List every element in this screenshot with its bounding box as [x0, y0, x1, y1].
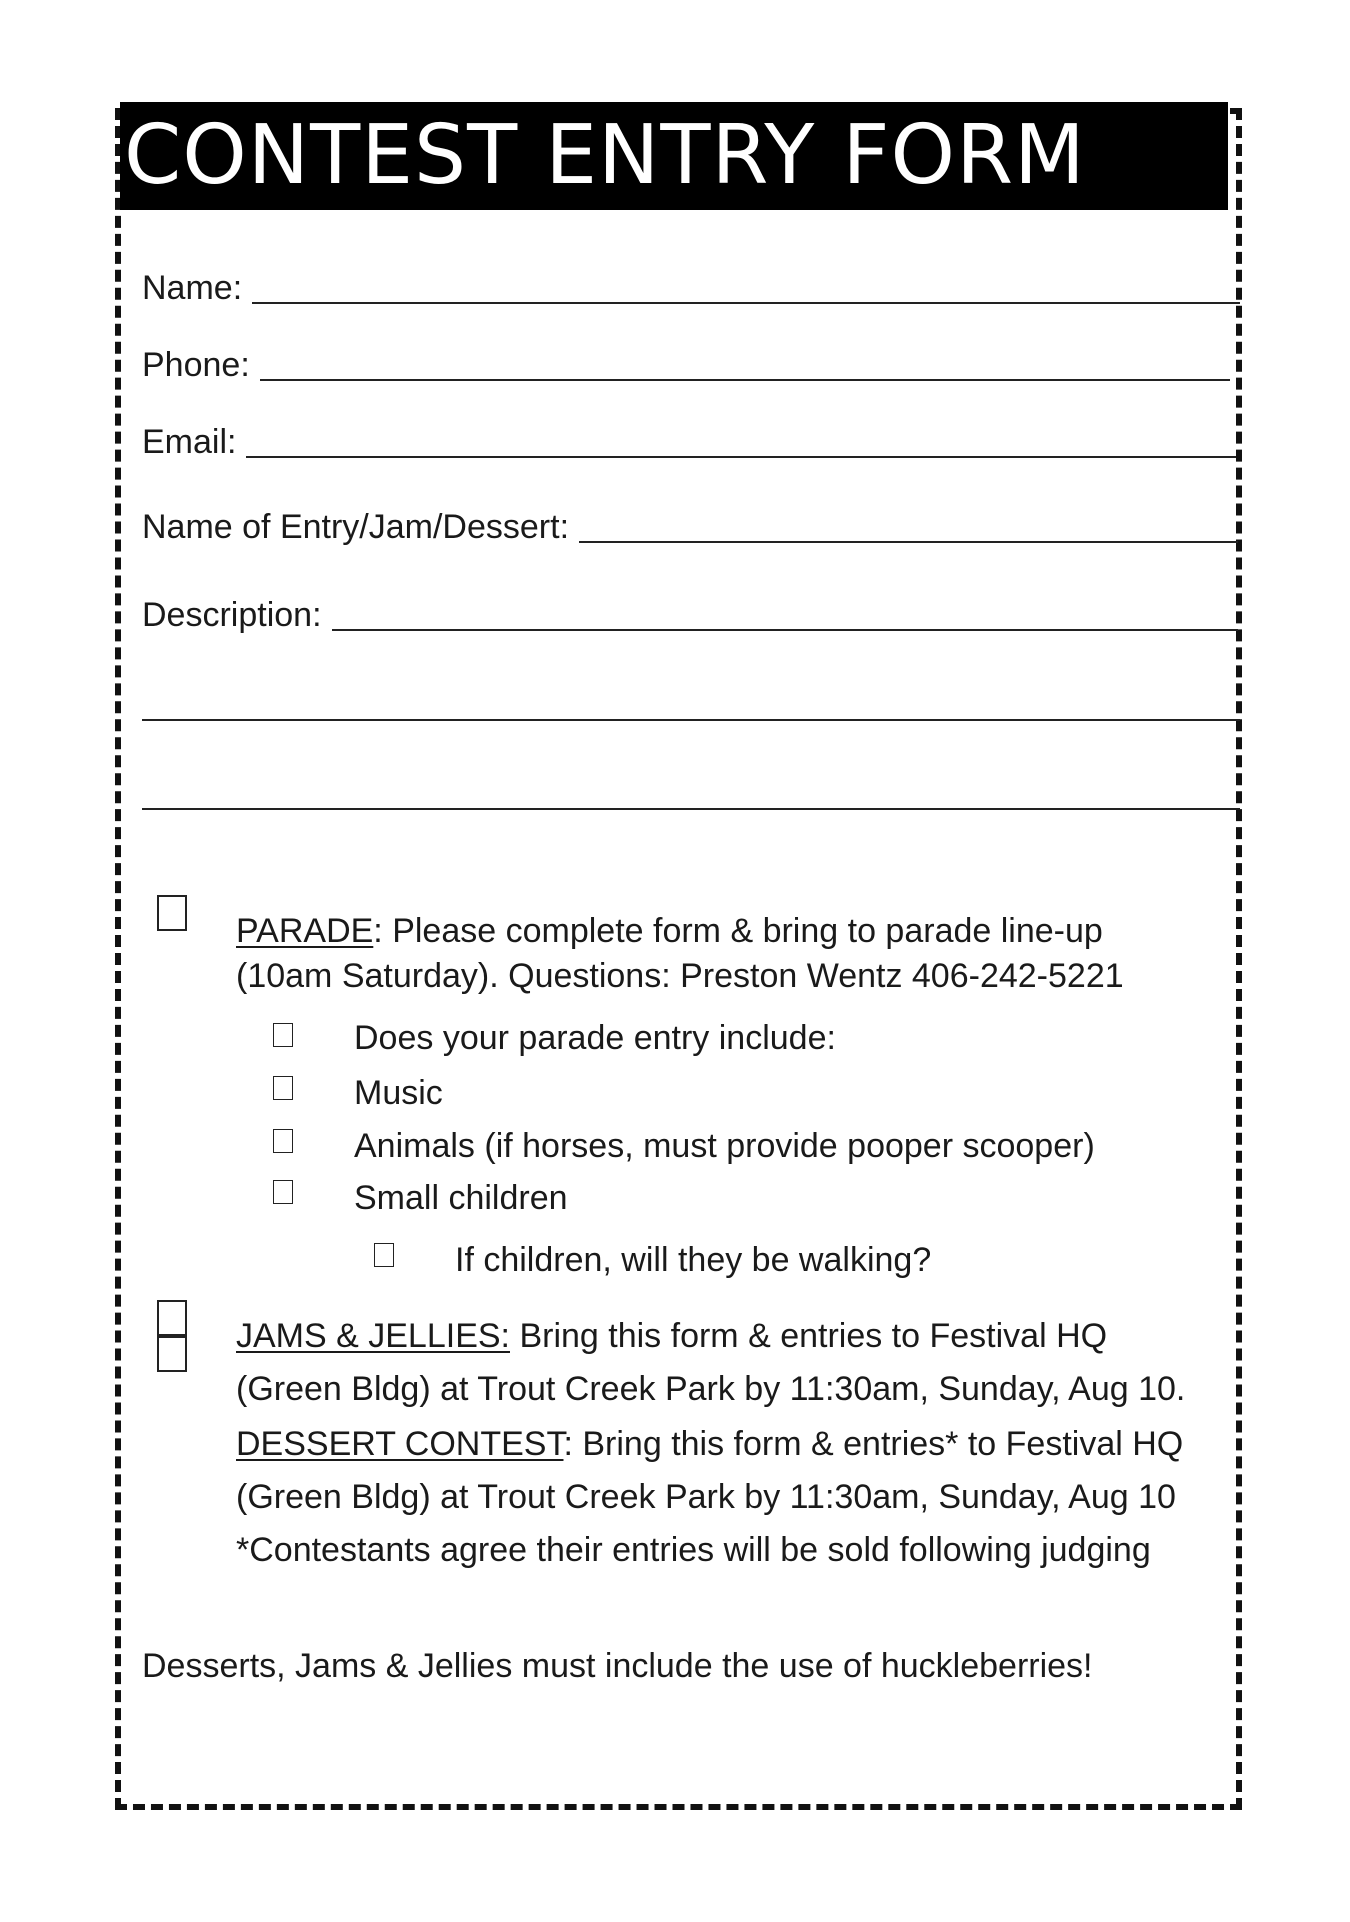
jams-line-2: (Green Bldg) at Trout Creek Park by 11:30am, Sunday, Aug 10.: [236, 1370, 1186, 1408]
jams-line-1: [236, 1316, 1107, 1356]
dessert-checkbox[interactable]: [157, 1336, 187, 1372]
phone-field[interactable]: [142, 345, 1230, 385]
parade-checkbox[interactable]: [157, 895, 187, 931]
dessert-note: *Contestants agree their entries will be sold following judging: [236, 1531, 1151, 1569]
email-input-line[interactable]: [246, 456, 1236, 458]
parade-option-checkbox-1[interactable]: [273, 1023, 293, 1047]
name-input-line[interactable]: [252, 302, 1240, 304]
jams-line-1-text: Bring this form & entries to Festival HQ: [510, 1317, 1108, 1355]
description-line-3[interactable]: [142, 808, 1240, 810]
parade-line-1-text: : Please complete form & bring to parade line-up: [373, 912, 1103, 950]
dessert-line-1-text: : Bring this form & entries* to Festival HQ: [563, 1425, 1184, 1463]
entry-name-field[interactable]: [142, 507, 1238, 547]
description-label: Description:: [142, 596, 322, 634]
email-field[interactable]: [142, 422, 1236, 462]
description-input-line[interactable]: [332, 629, 1238, 631]
email-label: Email:: [142, 423, 237, 461]
parade-option-checkbox-3[interactable]: [273, 1129, 293, 1153]
entry-name-label: Name of Entry/Jam/Dessert:: [142, 508, 570, 546]
jams-checkbox[interactable]: [157, 1300, 187, 1336]
parade-heading: PARADE: [236, 912, 374, 950]
name-field[interactable]: [142, 268, 1240, 308]
description-line-2[interactable]: [142, 719, 1240, 721]
dessert-line-2: (Green Bldg) at Trout Creek Park by 11:30am, Sunday, Aug 10: [236, 1478, 1176, 1516]
phone-label: Phone:: [142, 346, 250, 384]
parade-option-checkbox-4[interactable]: [273, 1180, 293, 1204]
parade-option-3: Animals (if horses, must provide pooper scooper): [354, 1127, 1095, 1165]
parade-option-4: Small children: [354, 1179, 568, 1217]
walking-checkbox[interactable]: [374, 1243, 394, 1267]
parade-option-1: Does your parade entry include:: [354, 1019, 836, 1057]
walking-question: If children, will they be walking?: [455, 1241, 932, 1279]
footer-note: Desserts, Jams & Jellies must include the use of huckleberries!: [142, 1647, 1093, 1685]
parade-option-checkbox-2[interactable]: [273, 1076, 293, 1100]
dessert-line-1: [236, 1424, 1183, 1464]
page-title: CONTEST ENTRY FORM: [124, 108, 1086, 203]
parade-line-2: (10am Saturday). Questions: Preston Wentz 406-242-5221: [236, 957, 1124, 995]
dessert-heading: DESSERT CONTEST: [236, 1425, 564, 1463]
description-field[interactable]: [142, 595, 1238, 635]
parade-line-1: [236, 911, 1103, 951]
title-banner: [120, 102, 1228, 210]
jams-heading: JAMS & JELLIES:: [236, 1317, 510, 1355]
entry-name-input-line[interactable]: [579, 541, 1238, 543]
phone-input-line[interactable]: [260, 379, 1230, 381]
name-label: Name:: [142, 269, 243, 307]
parade-option-2: Music: [354, 1074, 443, 1112]
